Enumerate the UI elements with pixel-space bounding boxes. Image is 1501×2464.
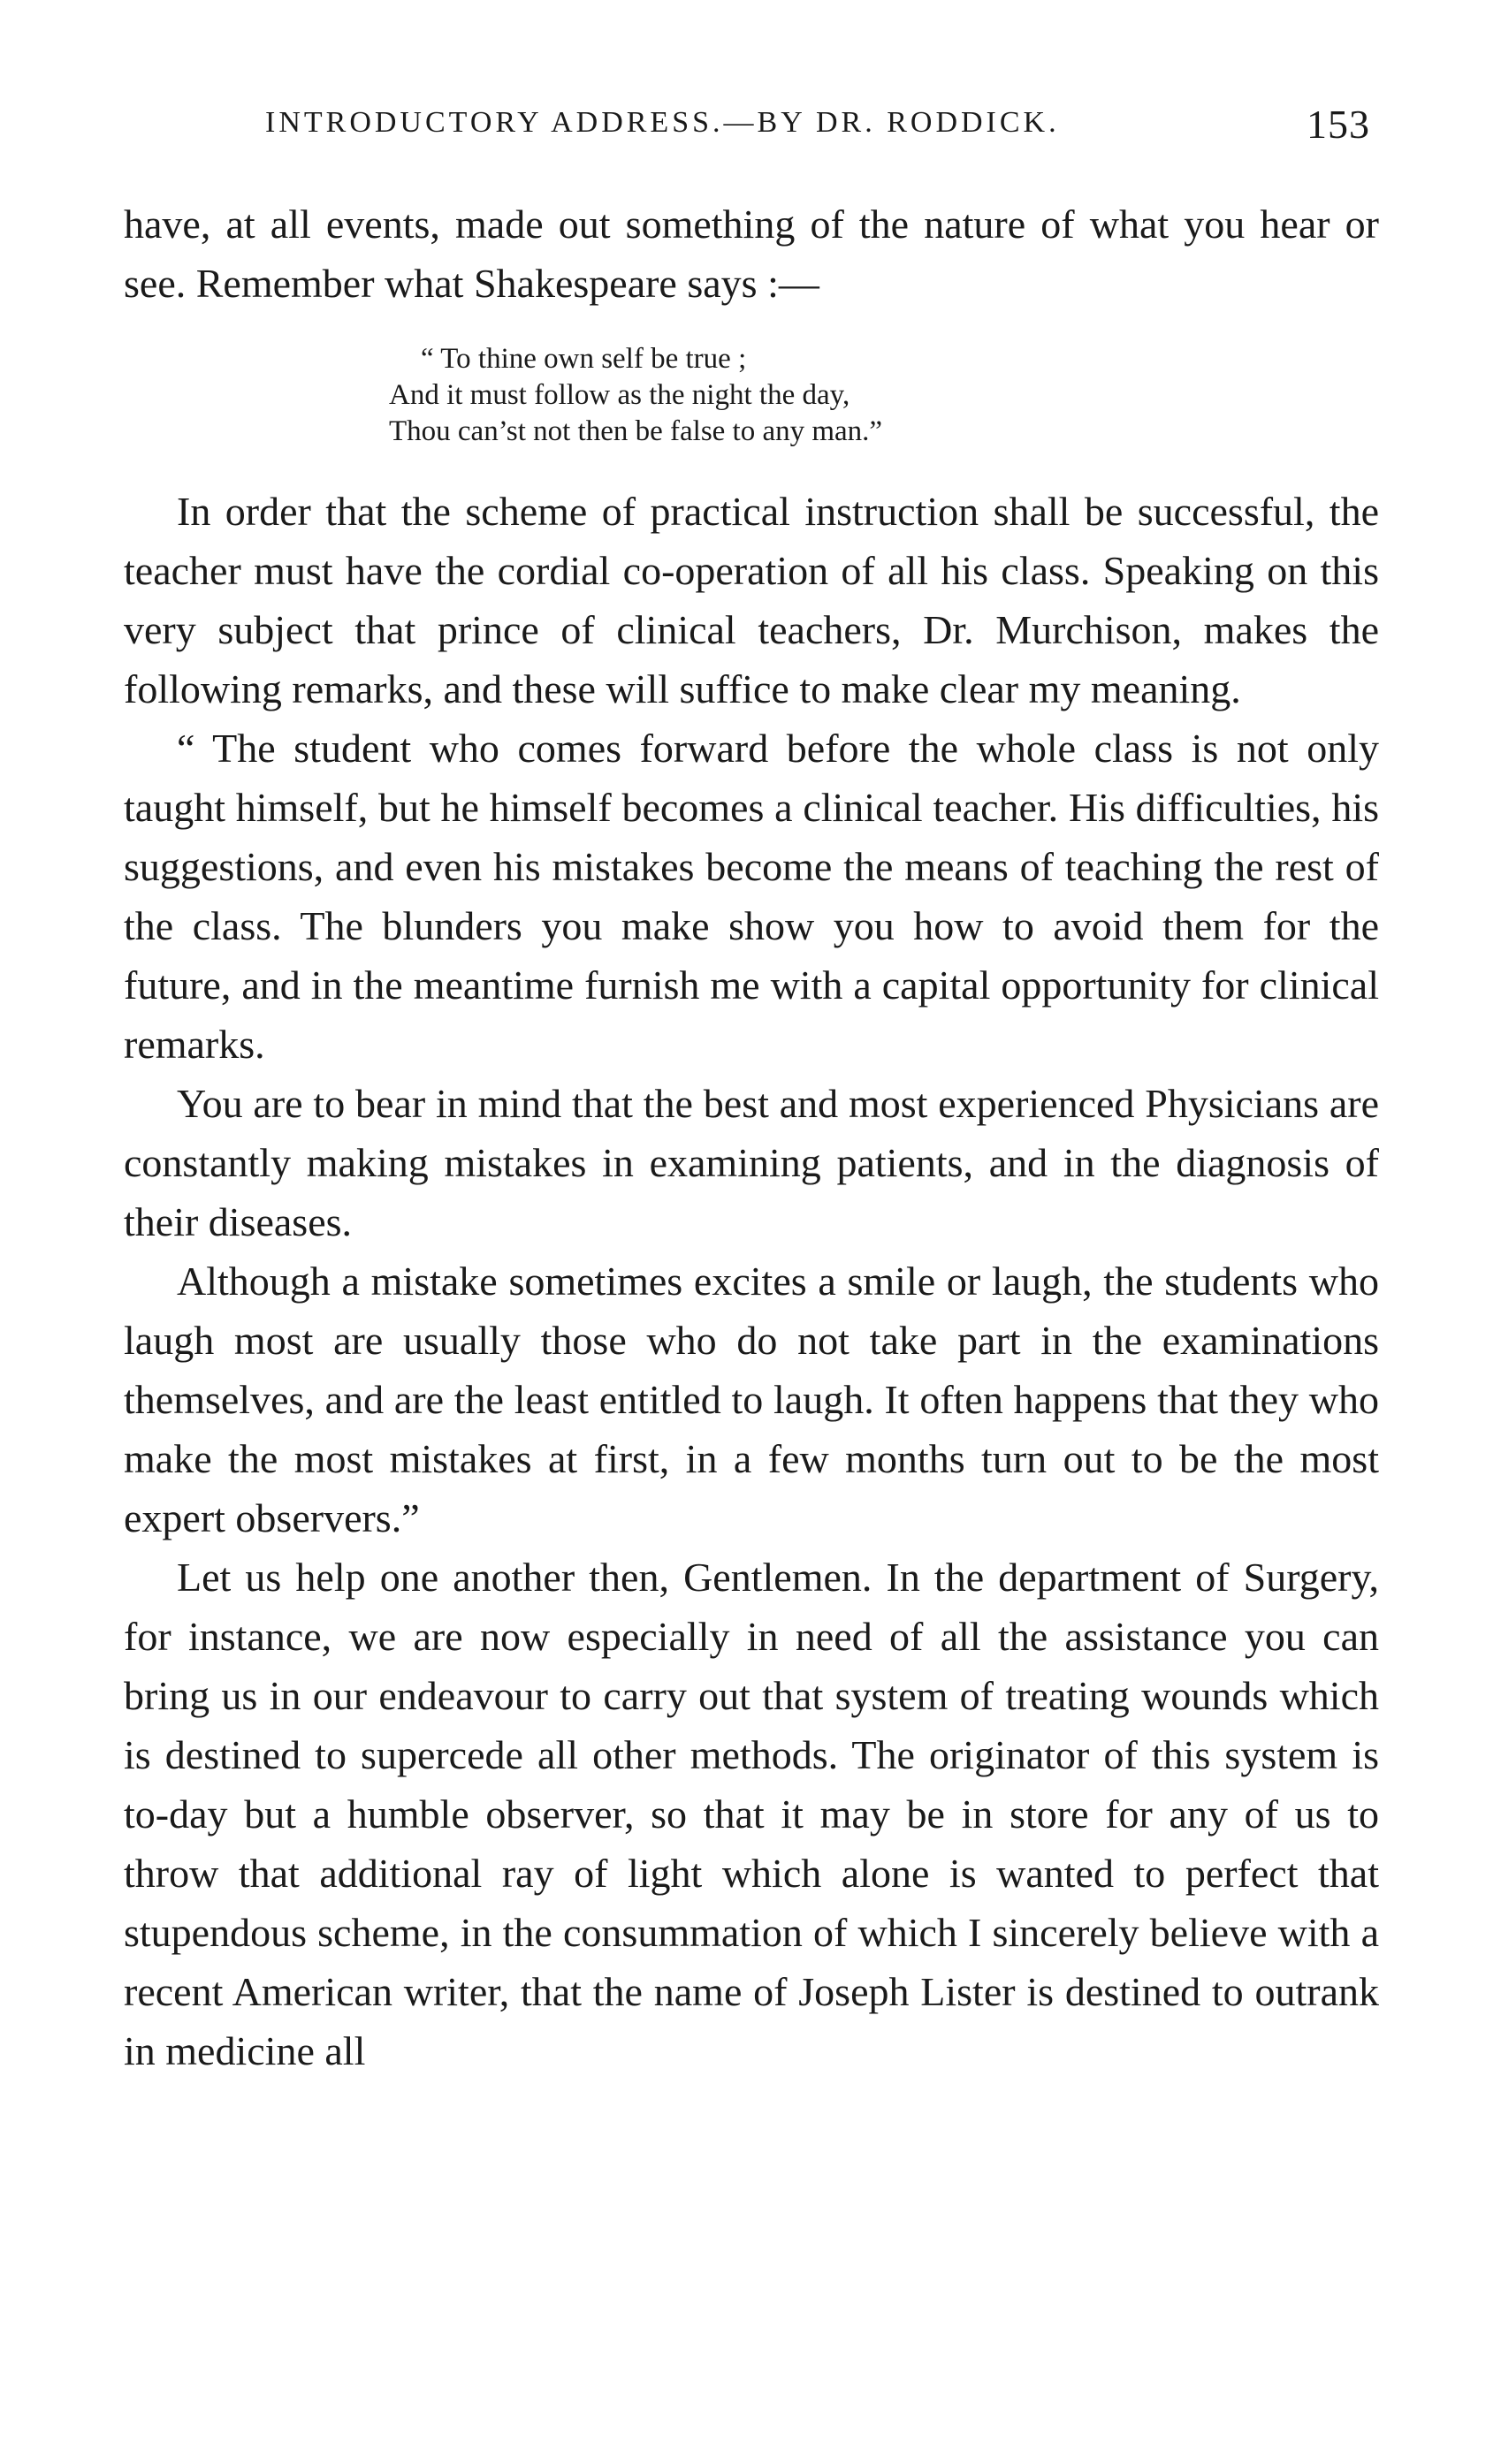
paragraph-murchison-quote: “ The student who comes forward before the whole class is not only taught himself, but he himself becomes a clinical teacher. His difficulties, his suggestions, and even his mistakes become the means of teaching the rest of the class. The blunders you make show you how to avoid them for the future, and in the meantime furnish me with a capital opportunity for clinical remarks. [124,726,1379,1067]
paragraph-laughing-students: Although a mistake sometimes excites a smile or laugh, the students who laugh most are usually those who do not take part in the examinations themselves, and are the least entitled to laugh. It often happens that they who make the most mistakes at first, in a few months turn out to be the most expert observers.” [124,1259,1379,1540]
shakespeare-quote [389,341,1379,450]
paragraph-physicians-mistakes: You are to bear in mind that the best and most experienced Physicians are constantly making mistakes in examining patients, and in the diagnosis of their diseases. [124,1081,1379,1244]
paragraph-continuation: have, at all events, made out something of the nature of what you hear or see. Remember what Shakespeare says :— [124,202,1379,306]
running-title: INTRODUCTORY ADDRESS.—BY DR. RODDICK. [265,106,1060,139]
verse-line: “ To thine own self be true ; [421,343,747,375]
running-header [133,102,1370,159]
verse-line: Thou can’st not then be false to any man.” [389,415,883,447]
page-number: 153 [1307,102,1370,147]
paragraph-practical-instruction: In order that the scheme of practical instruction shall be successful, the teacher must have the cordial co-operation of all his class. Speaking on this very subject that prince of clinical teachers, Dr. Murchison, makes the following remarks, and these will suffice to make clear my meaning. [124,489,1379,711]
verse-line: And it must follow as the night the day, [389,379,850,411]
body-text [124,194,1379,2080]
paragraph-joseph-lister: Let us help one another then, Gentlemen. In the department of Surgery, for instance, we are now especially in need of all the assistance you can bring us in our endeavour to carry out that system of treating wounds which is destined to supercede all other methods. The originator of this system is to-day but a humble observer, so that it may be in store for any of us to throw that additional ray of light which alone is wanted to perfect that stupendous scheme, in the consummation of which I sincerely believe with a recent American writer, that the name of Joseph Lister is destined to outrank in medicine all [124,1555,1379,2073]
